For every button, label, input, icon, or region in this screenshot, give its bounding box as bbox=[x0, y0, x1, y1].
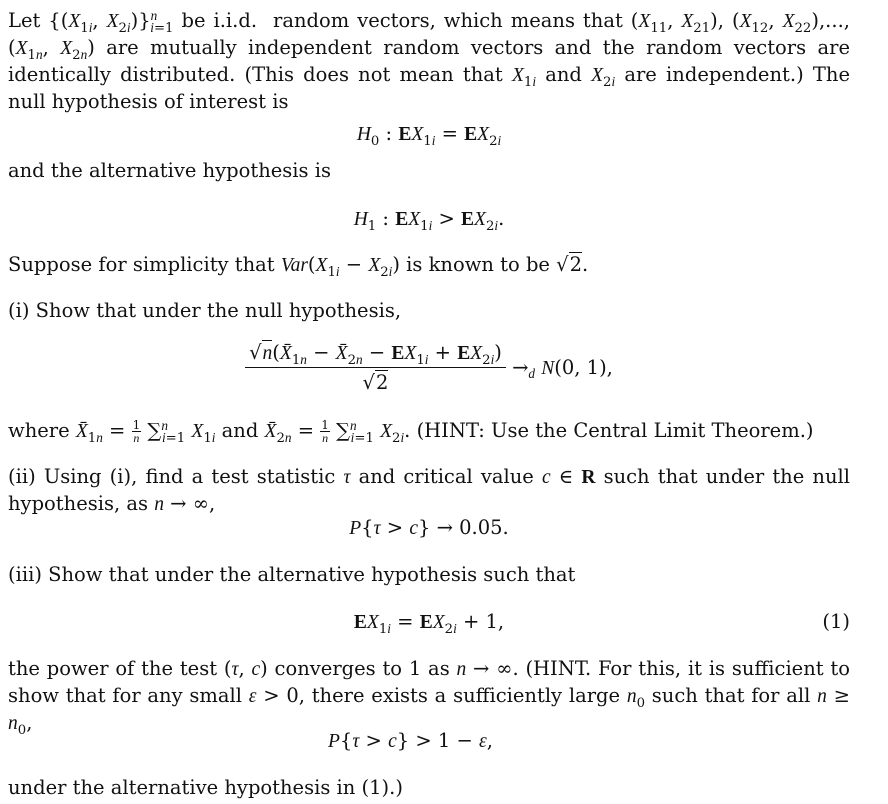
alternative-intro: and the alternative hypothesis is bbox=[8, 159, 331, 182]
alternative-mean-equation: $EX_{1i} = EX_{2i} + 1$, bbox=[353, 610, 505, 637]
variance-assumption: Suppose for simplicity that $Var(X_{1i} - X_{2i})$ is known to be √2. bbox=[8, 253, 589, 280]
equation-number: (1) bbox=[822, 610, 850, 633]
intro-paragraph: Let {($X_{1i}$, $X_{2i})\}^n_{i=1}$ be i.i.d. random vectors, which means that ($X_{11}$, $X_{21}$), ($X_{12}$, $X_{22}$),..., ($X_{1n}$, $X_{2n}$) are mutually independent random vectors and the random vectors are identically distributed. (This does not mean that $X_{1i}$ and $X_{2i}$ are independent.) The null hypothesis of interest is bbox=[8, 7, 850, 113]
part-ii-text: (ii) Using (i), find a test statistic τ and critical value c ∈ R such that under the null hypothesis, as n → ∞, bbox=[8, 465, 851, 515]
part-i-intro: (i) Show that under the null hypothesis, bbox=[8, 299, 402, 322]
closing-text: under the alternative hypothesis in (1).) bbox=[8, 776, 403, 799]
null-hypothesis-equation: $H_0$ : $EX_{1i} = EX_{2i}$ bbox=[356, 122, 502, 149]
clt-hint: (HINT: Use the Central Limit Theorem.) bbox=[416, 419, 814, 442]
clt-equation: $\frac{√n(X̄_{1n} - X̄_{2n} - EX_{1i} + EX_{2i})}{√2}$ $\to_d$ N(0, 1), bbox=[8, 341, 850, 394]
part-iii-intro: (iii) Show that under the alternative hypothesis such that bbox=[8, 563, 576, 586]
alternative-hypothesis-equation: $H_1$ : $EX_{1i} > EX_{2i}$. bbox=[353, 207, 505, 234]
power-condition-equation: P{τ > c} > 1 − ε, bbox=[328, 729, 493, 752]
clt-fraction: $\frac{√n(X̄_{1n} - X̄_{2n} - EX_{1i} + EX_{2i})}{√2}$ bbox=[245, 341, 506, 394]
sample-mean-definition: where $X̄_{1n}$ = $\frac{1}{n}$ ∑$^n_{i=1}$ $X_{1i}$ and $X̄_{2n}$ = $\frac{1}{n}$ ∑$^n_{i=1}$ $X_{2i}$. (HINT: Use the Central Limit Theorem.) bbox=[8, 417, 814, 446]
part-iii-text: the power of the test (τ, c) converges to 1 as n → ∞. (HINT. For this, it is sufficient to show that for any small ε > 0, there exists a sufficiently large $n_0$ such that for all $n \ge n_0$, bbox=[8, 657, 850, 738]
size-condition-equation: P{τ > c} → 0.05. bbox=[349, 516, 509, 539]
